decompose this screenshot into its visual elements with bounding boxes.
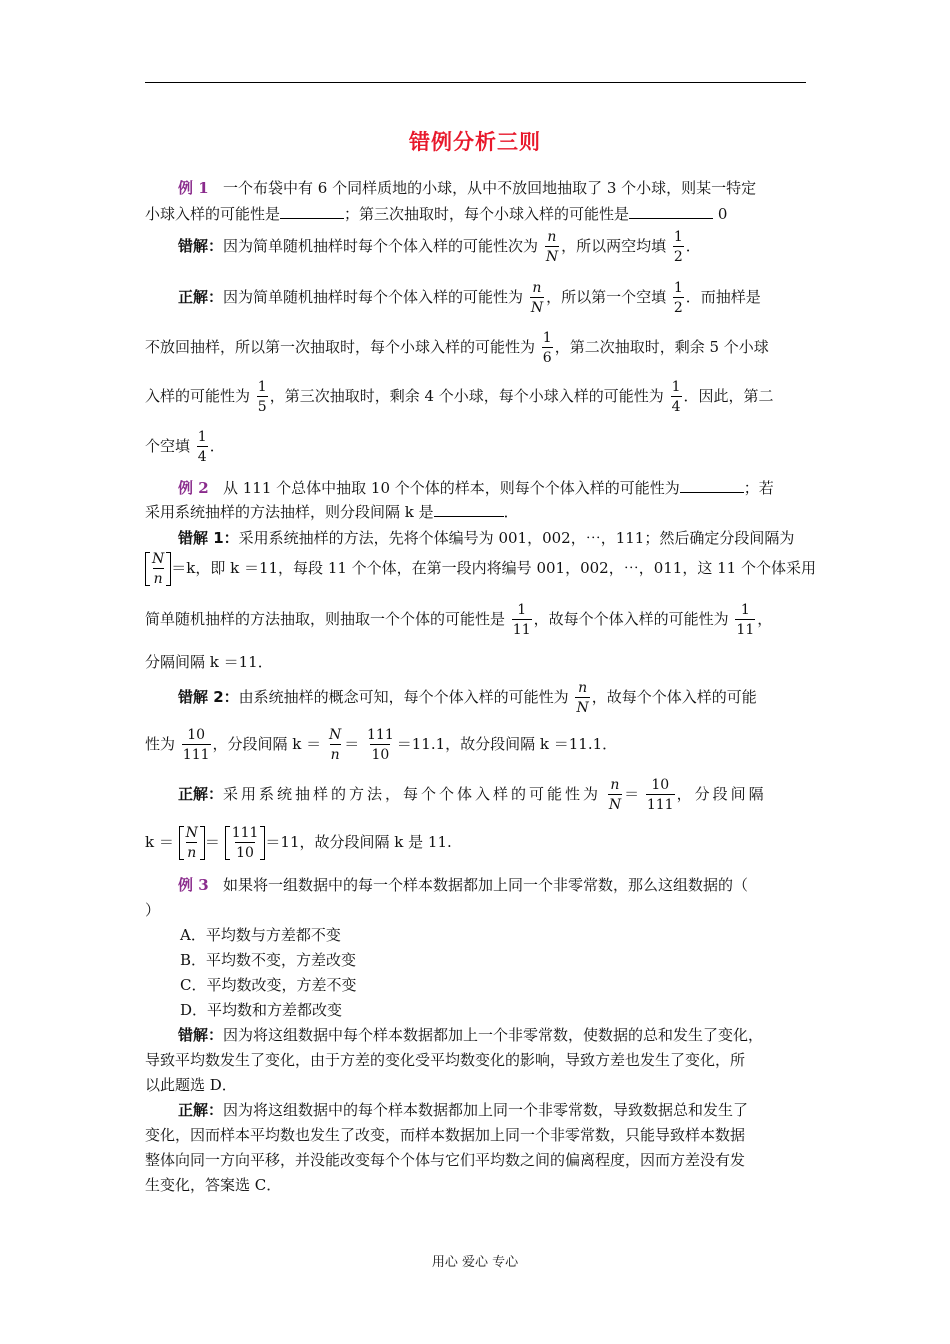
ex2-w2e: ＝: [344, 735, 360, 753]
blank-4[interactable]: [434, 502, 504, 517]
frac-n-N: $\frac{n}{N}$: [608, 777, 622, 813]
frac-N-n: $\frac{N}{n}$: [328, 727, 342, 763]
frac-1-4: $\frac{1}{4}$: [671, 379, 681, 415]
ex3-question-line1: [178, 874, 748, 895]
ex1-wrong: 错解：因为简单随机抽样时每个个体入样的可能性次为 $\frac{n}{N}$ ，所以两空均填 $\frac{1}{2}$ ．: [178, 229, 701, 265]
ex1-r4a: 个空填: [145, 437, 191, 455]
ex1-wrong-a: 因为简单随机抽样时每个个体入样的可能性次为: [223, 237, 539, 255]
ex1-r3b: ，第三次抽取时，剩余 4 个小球，每个小球入样的可能性为: [269, 387, 664, 405]
ex3-wrong-line1: [178, 1024, 763, 1045]
ex2-r1b: ＝: [624, 785, 640, 803]
ex2-w1b: ＝k，即 k ＝11，每段 11 个个体，在第一段内将编号 001，002，⋯，011，这 11 个个体采用: [171, 559, 816, 577]
frac-n-N: $\frac{n}{N}$: [576, 680, 589, 716]
ex1-q2c: 0: [717, 205, 728, 223]
blank-2[interactable]: [629, 204, 713, 219]
page-footer: 用心 爱心 专心: [431, 1255, 519, 1270]
ex2-r1c: ，分段间隔: [676, 785, 767, 803]
frac-1-4: $\frac{1}{4}$: [197, 429, 207, 465]
ex1-right-line4: [145, 430, 225, 464]
ex2-right-label: 正解：: [178, 785, 224, 803]
ex2-w2b: ，故每个个体入样的可能: [591, 688, 757, 706]
frac-10-111: $\frac{10}{111}$: [646, 777, 674, 813]
ex3-right-line4: 生变化，答案选 C．: [145, 1176, 282, 1194]
frac-1-11: $\frac{1}{11}$: [736, 602, 755, 638]
ex2-right-line1: [178, 778, 767, 812]
ex1-r2a: 不放回抽样，所以第一次抽取时，每个小球入样的可能性为: [145, 338, 536, 356]
ex2-w1d: ，故每个个体入样的可能性为: [533, 610, 729, 628]
ex1-wrong-b: ，所以两空均填: [561, 237, 667, 255]
ex1-r1a: 因为简单随机抽样时每个个体入样的可能性为: [223, 288, 524, 306]
ex2-q2b: ．: [503, 503, 519, 521]
ex3-wrong-label: 错解：: [178, 1026, 224, 1044]
ex2-r1a: 采用系统抽样的方法，每个个体入样的可能性为: [223, 785, 602, 803]
ex3-option-c: C．平均数改变，方差不变: [180, 976, 357, 994]
ex2-wrong1-line2: [145, 552, 816, 586]
ex1-r1c: ．而抽样是: [685, 288, 761, 306]
ex3-right-line2: 变化，因而样本平均数也发生了改变，而样本数据加上同一个非零常数，只能导致样本数据: [145, 1126, 746, 1144]
ex2-wrong1-line3: [145, 603, 772, 637]
bracket-N-n: $\frac{N}{n}$: [145, 552, 171, 586]
ex2-q2a: 采用系统抽样的方法抽样，则分段间隔 k 是: [145, 503, 434, 521]
page-title: 错例分析三则: [409, 130, 541, 154]
ex2-w1a: 采用系统抽样的方法，先将个体编号为 001，002，⋯，111；然后确定分段间隔为: [238, 529, 795, 547]
ex1-wrong-label: 错解：: [178, 237, 224, 255]
frac-n-N: $\frac{n}{N}$: [545, 229, 559, 265]
ex2-question-line1: [178, 477, 774, 498]
ex2-wrong2-line1: [178, 681, 757, 715]
ex3-w1: 因为将这组数据中每个样本数据都加上一个非零常数，使数据的总和发生了变化，: [223, 1026, 764, 1044]
ex3-option-d: D．平均数和方差都改变: [180, 1001, 343, 1019]
ex2-w2c: 性为: [145, 735, 176, 753]
frac-1-11: $\frac{1}{11}$: [512, 602, 531, 638]
ex3-wrong-line3: 以此题选 D．: [145, 1076, 237, 1094]
bracket-111-10: $\frac{111}{10}$: [225, 826, 266, 860]
ex1-right-label: 正解：: [178, 288, 224, 306]
ex1-q1: 一个布袋中有 6 个同样质地的小球，从中不放回地抽取了 3 个小球，则某一特定: [222, 179, 757, 197]
ex2-w2d: ，分段间隔 k ＝: [212, 735, 322, 753]
ex2-w2-label: 错解 2：: [178, 688, 239, 706]
frac-1-6: $\frac{1}{6}$: [542, 330, 552, 366]
frac-111-10: $\frac{111}{10}$: [367, 727, 394, 763]
ex3-right-line1: [178, 1099, 748, 1120]
ex2-right-line2: [145, 826, 452, 860]
ex1-r4b: ．: [209, 437, 225, 455]
ex2-w1e: ，: [757, 610, 773, 628]
ex1-r3a: 入样的可能性为: [145, 387, 251, 405]
ex1-r1b: ，所以第一个空填: [546, 288, 667, 306]
ex1-r3c: ．因此，第二: [683, 387, 774, 405]
ex3-right-line3: 整体向同一方向平移，并没能改变每个个体与它们平均数之间的偏离程度，因而方差没有发: [145, 1151, 746, 1169]
ex2-question-line2: [145, 501, 519, 522]
ex2-wrong2-line2: [145, 728, 617, 762]
frac-1-2: $\frac{1}{2}$: [673, 229, 683, 265]
ex3-q1: 如果将一组数据中的每一个样本数据都加上同一个非零常数，那么这组数据的（: [222, 876, 748, 894]
ex3-r1: 因为将这组数据中的每个样本数据都加上同一个非零常数，导致数据总和发生了: [223, 1101, 749, 1119]
ex2-wrong1-line1: [178, 527, 794, 548]
ex1-right-line3: [145, 380, 774, 414]
ex2-r2c: ＝11，故分段间隔 k 是 11.: [265, 833, 452, 851]
ex2-w2f: ＝11.1，故分段间隔 k ＝11.1．: [396, 735, 618, 753]
frac-1-5: $\frac{1}{5}$: [257, 379, 267, 415]
ex2-label: 例 2: [178, 479, 209, 497]
ex2-w2a: 由系统抽样的概念可知，每个个体入样的可能性为: [238, 688, 569, 706]
ex1-q2a: 小球入样的可能性是: [145, 205, 281, 223]
blank-3[interactable]: [680, 478, 744, 493]
ex3-right-label: 正解：: [178, 1101, 224, 1119]
ex1-right-line1: [178, 281, 761, 315]
ex2-wrong1-line4: [145, 651, 273, 672]
ex1-r2b: ，第二次抽取时，剩余 5 个小球: [554, 338, 769, 356]
ex3-question-line2: ）: [145, 901, 161, 919]
ex3-label: 例 3: [178, 876, 209, 894]
ex1-q2b: ；第三次抽取时，每个小球入样的可能性是: [344, 205, 630, 223]
blank-1[interactable]: [280, 204, 344, 219]
ex2-w1-label: 错解 1：: [178, 529, 239, 547]
ex2-r2a: k ＝: [145, 833, 174, 851]
ex2-w1f: 分隔间隔 k ＝11．: [145, 653, 273, 671]
ex3-option-a: A．平均数与方差都不变: [180, 926, 341, 944]
ex2-w1c: 简单随机抽样的方法抽取，则抽取一个个体的可能性是: [145, 610, 506, 628]
bracket-N-n: $\frac{N}{n}$: [179, 826, 205, 860]
ex3-option-b: B．平均数不变，方差改变: [180, 951, 357, 969]
ex1-right-line2: [145, 331, 769, 365]
frac-10-111: $\frac{10}{111}$: [182, 727, 210, 763]
ex1-question-line2: [145, 203, 727, 224]
ex1-label: 例 1: [178, 179, 209, 197]
ex2-q1a: 从 111 个总体中抽取 10 个个体的样本，则每个个体入样的可能性为: [222, 479, 680, 497]
ex3-wrong-line2: 导致平均数发生了变化，由于方差的变化受平均数变化的影响，导致方差也发生了变化，所: [145, 1051, 746, 1069]
ex2-r2b: ＝: [204, 833, 220, 851]
ex1-question-line1: [178, 177, 756, 198]
ex2-q1b: ；若: [743, 479, 774, 497]
frac-n-N: $\frac{n}{N}$: [530, 280, 544, 316]
header-rule: [145, 82, 806, 83]
frac-1-2: $\frac{1}{2}$: [673, 280, 683, 316]
